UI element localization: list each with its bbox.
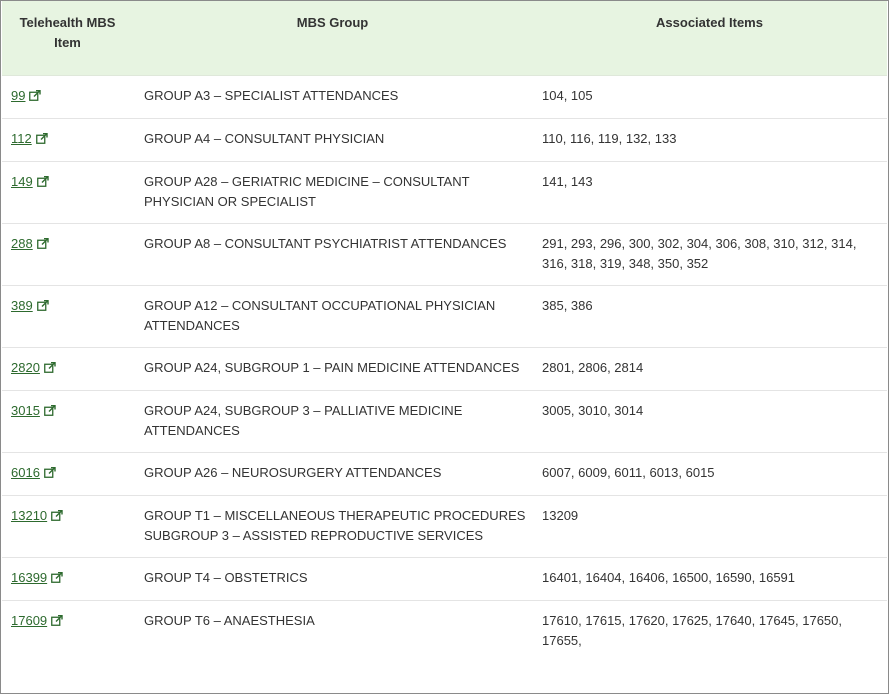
associated-items-cell <box>532 224 887 286</box>
associated-items-text: 2801, 2806, 2814 <box>542 360 644 375</box>
associated-items-text: 141, 143 <box>542 174 593 189</box>
associated-items-text: 16401, 16404, 16406, 16500, 16590, 16591 <box>542 570 796 585</box>
associated-items-text: 3005, 3010, 3014 <box>542 403 644 418</box>
associated-items-text: 291, 293, 296, 300, 302, 304, 306, 308, 310, 312, 314, 316, 318, 319, 348, 350, 352 <box>542 236 857 271</box>
associated-items-cell <box>532 391 887 453</box>
associated-items-cell <box>532 162 887 224</box>
item-link[interactable]: 99 <box>11 88 26 103</box>
header-telehealth-item <box>2 1 133 76</box>
associated-items-text: 6007, 6009, 6011, 6013, 6015 <box>542 465 715 480</box>
group-text: GROUP A24, SUBGROUP 1 – PAIN MEDICINE ATTENDANCES <box>144 360 520 375</box>
item-cell <box>2 391 133 453</box>
group-text: GROUP T1 – MISCELLANEOUS THERAPEUTIC PROCEDURES <box>144 508 526 523</box>
table-row <box>2 601 887 663</box>
associated-items-text: 385, 386 <box>542 298 593 313</box>
item-link[interactable]: 6016 <box>11 465 40 480</box>
group-text: GROUP A3 – SPECIALIST ATTENDANCES <box>144 88 399 103</box>
item-cell <box>2 558 133 601</box>
item-link[interactable]: 389 <box>11 298 33 313</box>
associated-items-cell <box>532 76 887 119</box>
table-row <box>2 558 887 601</box>
mbs-items-table <box>2 1 887 662</box>
external-link-icon[interactable] <box>51 507 63 527</box>
associated-items-cell <box>532 453 887 496</box>
associated-items-text: 13209 <box>542 508 579 523</box>
item-cell <box>2 601 133 663</box>
group-text: GROUP A26 – NEUROSURGERY ATTENDANCES <box>144 465 442 480</box>
table-row <box>2 224 887 286</box>
header-associated-items <box>532 1 887 76</box>
associated-items-cell <box>532 496 887 558</box>
group-text: GROUP A8 – CONSULTANT PSYCHIATRIST ATTENDANCES <box>144 236 507 251</box>
header-associated-items-label: Associated Items <box>656 15 763 30</box>
group-cell <box>133 391 532 453</box>
table-header <box>2 1 887 76</box>
group-cell <box>133 76 532 119</box>
external-link-icon[interactable] <box>44 402 56 422</box>
header-telehealth-item-label: Telehealth MBS Item <box>19 15 116 50</box>
item-link[interactable]: 288 <box>11 236 33 251</box>
item-link[interactable]: 2820 <box>11 360 40 375</box>
group-text: GROUP T6 – ANAESTHESIA <box>144 613 315 628</box>
item-link[interactable]: 17609 <box>11 613 48 628</box>
external-link-icon[interactable] <box>29 87 41 107</box>
table-row <box>2 119 887 162</box>
item-link[interactable]: 3015 <box>11 403 40 418</box>
group-cell <box>133 224 532 286</box>
associated-items-cell <box>532 286 887 348</box>
header-mbs-group-label: MBS Group <box>296 15 369 30</box>
item-cell <box>2 224 133 286</box>
item-cell <box>2 286 133 348</box>
item-cell <box>2 119 133 162</box>
group-text: GROUP A28 – GERIATRIC MEDICINE – CONSULTANT PHYSICIAN OR SPECIALIST <box>144 174 470 209</box>
group-text: GROUP A24, SUBGROUP 3 – PALLIATIVE MEDICINE ATTENDANCES <box>144 403 463 438</box>
external-link-icon[interactable] <box>51 612 63 632</box>
item-cell <box>2 162 133 224</box>
associated-items-text: 110, 116, 119, 132, 133 <box>542 131 677 146</box>
external-link-icon[interactable] <box>44 464 56 484</box>
external-link-icon[interactable] <box>36 130 48 150</box>
group-text: GROUP T4 – OBSTETRICS <box>144 570 308 585</box>
external-link-icon[interactable] <box>37 173 49 193</box>
associated-items-cell <box>532 119 887 162</box>
group-cell <box>133 286 532 348</box>
external-link-icon[interactable] <box>51 569 63 589</box>
item-cell <box>2 348 133 391</box>
item-cell <box>2 496 133 558</box>
associated-items-cell <box>532 348 887 391</box>
table-row <box>2 76 887 119</box>
associated-items-text: 104, 105 <box>542 88 593 103</box>
table-row <box>2 162 887 224</box>
table-row <box>2 391 887 453</box>
item-link[interactable]: 16399 <box>11 570 48 585</box>
external-link-icon[interactable] <box>44 359 56 379</box>
table-row <box>2 286 887 348</box>
item-cell <box>2 76 133 119</box>
group-cell <box>133 453 532 496</box>
group-cell <box>133 558 532 601</box>
table-row <box>2 348 887 391</box>
group-cell <box>133 162 532 224</box>
item-link[interactable]: 112 <box>11 131 32 146</box>
group-cell <box>133 601 532 663</box>
item-link[interactable]: 149 <box>11 174 33 189</box>
group-text: GROUP A4 – CONSULTANT PHYSICIAN <box>144 131 385 146</box>
table-body <box>2 76 887 663</box>
table-row <box>2 453 887 496</box>
header-row <box>2 1 887 76</box>
group-text: SUBGROUP 3 – ASSISTED REPRODUCTIVE SERVICES <box>144 528 484 543</box>
group-text: GROUP A12 – CONSULTANT OCCUPATIONAL PHYSICIAN ATTENDANCES <box>144 298 496 333</box>
item-cell <box>2 453 133 496</box>
item-link[interactable]: 13210 <box>11 508 48 523</box>
associated-items-cell <box>532 558 887 601</box>
external-link-icon[interactable] <box>37 297 49 317</box>
group-cell <box>133 496 532 558</box>
group-cell <box>133 348 532 391</box>
associated-items-text: 17610, 17615, 17620, 17625, 17640, 17645, 17650, 17655, <box>542 613 843 648</box>
associated-items-cell <box>532 601 887 663</box>
table-row <box>2 496 887 558</box>
external-link-icon[interactable] <box>37 235 49 255</box>
header-mbs-group <box>133 1 532 76</box>
group-cell <box>133 119 532 162</box>
